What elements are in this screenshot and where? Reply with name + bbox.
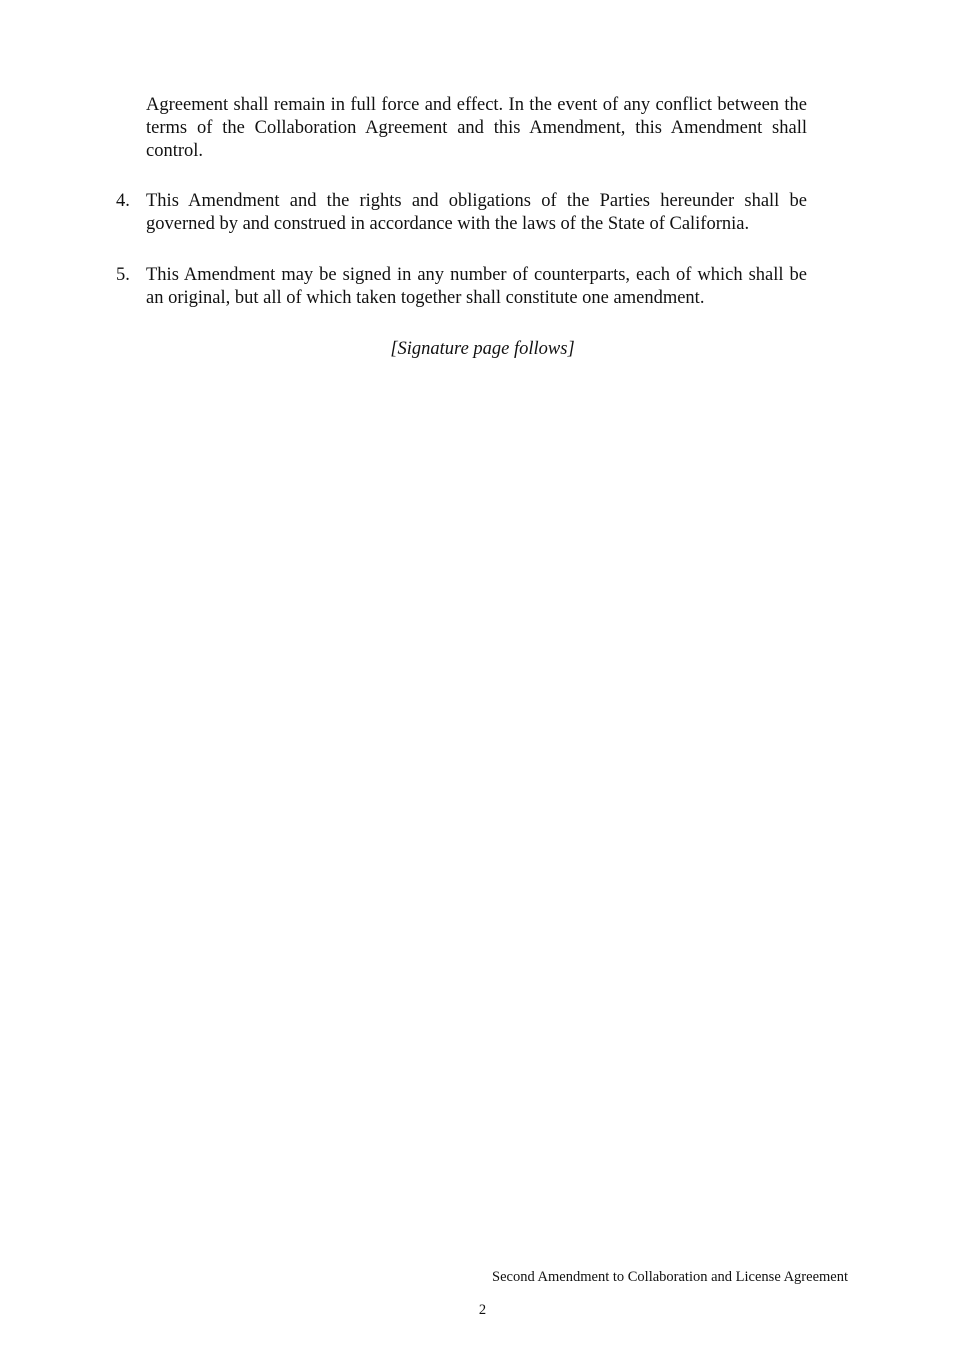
footer-document-title: Second Amendment to Collaboration and License Agreement <box>492 1269 848 1285</box>
continuation-paragraph: Agreement shall remain in full force and effect. In the event of any conflict between the terms of the Collaboration Agreement and this Amendment, this Amendment shall control. <box>146 95 807 161</box>
list-item-text: This Amendment and the rights and obligations of the Parties hereunder shall be governed by and construed in accordance with the laws of the State of California. <box>146 191 807 234</box>
list-item-5 <box>116 264 807 310</box>
list-item-number: 4. <box>116 191 130 211</box>
list-item-text: This Amendment may be signed in any number of counterparts, each of which shall be an original, but all of which taken together shall constitute one amendment. <box>146 265 807 308</box>
list-item-number: 5. <box>116 265 130 285</box>
list-item-4 <box>116 190 807 236</box>
signature-page-note: [Signature page follows] <box>390 339 575 359</box>
page-number: 2 <box>478 1302 487 1318</box>
